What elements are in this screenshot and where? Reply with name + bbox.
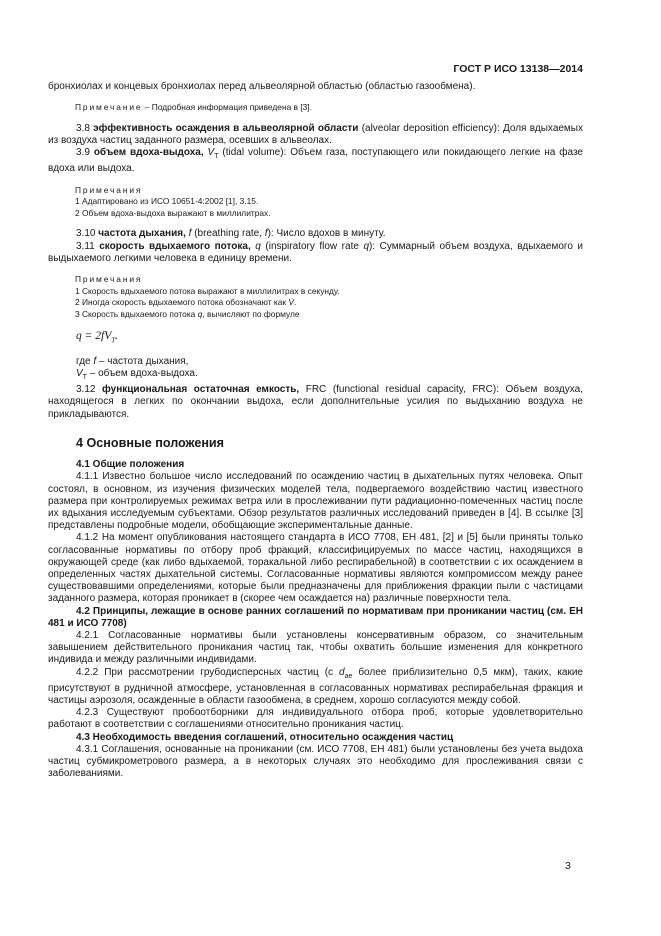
where-line: $V_T$ – объем вдоха-выдоха. (76, 368, 198, 382)
section-heading-4: 4 Основные положения (76, 435, 225, 450)
document-body (48, 81, 583, 780)
paragraph-4-2-3: 4.2.3 Существуют пробоотборники для индивидуального отбора проб, которые удовлетворительно работают в соответствии с соглашениями относительно проникания частиц. (48, 707, 583, 731)
note-item: 3 Скорость вдыхаемого потока q, вычисляют по формуле (75, 308, 300, 319)
where-line: где f – частота дыхания, (76, 355, 189, 367)
document-header: ГОСТ Р ИСО 13138—2014 (453, 63, 583, 75)
paragraph-continued: бронхиолах и концевых бронхиолах перед альвеолярной областью (областью газообмена). (48, 81, 476, 92)
note-item: 2 Объем вдоха-выдоха выражают в миллилитрах. (75, 207, 271, 218)
notes-heading: Примечания (75, 184, 143, 195)
paragraph-4-2-1: 4.2.1 Согласованные нормативы были установлены консервативным образом, со значительным завышением действительного проникания частиц так, чтобы охватить большие изменения для конкретного индивида и между различными индивидами. (48, 629, 583, 666)
paragraph-4-1-2: 4.1.2 На момент опубликования настоящего стандарта в ИСО 7708, ЕН 481, [2] и [5] были приняты только согласованные нормативы по отбору проб фракций, классифицируемых по массе частиц, находящихся в окружающей среде (как либо вдыхаемой, торакальной либо респирабельной) в соответствии с их осаждением в определенных частях дыхательной системы. Согласованные нормативы являются компромиссом между ранее существовавшими определениями, которые были предназначены для приближения фракции пыли с частицами заданного размера, которая проникает в (скорее чем осаждается на) различные поверхности тела. (48, 532, 583, 605)
definition-3-10: 3.10 частота дыхания, f (breathing rate, f): Число вдохов в минуту. (76, 228, 386, 240)
paragraph-4-2-2: 4.2.2 При рассмотрении грубодисперсных частиц (с $d_{ae}$ более приблизительно 0,5 мкм), таких, какие присутствуют в рудничной атмосфере, установленная в согласованных нормативах респирабельная фракция и частицы аэрозоля, осажденные в области газообмена, в среднем, хорошо согласуются между собой. (48, 666, 583, 706)
definition-3-9: 3.9 объем вдоха-выдоха, $V_T$ (tidal volume): Объем газа, поступающего или покидающего легкие на фазе вдоха или выдоха. (48, 147, 583, 175)
note-item: 1 Скорость вдыхаемого потока выражают в миллилитрах в секунду. (75, 285, 340, 296)
note-item: 2 Иногда скорость вдыхаемого потока обозначают как V̇. (75, 297, 297, 308)
subsection-heading-4-3: 4.3 Необходимость введения соглашений, относительно осаждения частиц (76, 731, 454, 743)
definition-3-12: 3.12 функциональная остаточная емкость, FRC (functional residual capacity, FRC): Объем воздуха, находящегося в легких по окончании выдоха, если дополнительные усилия по выдыханию воздуха не прикладываются. (48, 384, 583, 420)
paragraph-4-1-1: 4.1.1 Известно большое число исследований по осаждению частиц в дыхательных путях человека. Опыт состоял, в основном, из изучения физических моделей тела, подвергаемого воздействию частиц известного размера при контролируемых режимах ветра или в прослеживании пути радиационно-помеченных частиц после их вдыхания исследуемым субъектами. Обзор результатов различных исследований приведен в [4]. В ссылке [3] представлены подробные модели, обобщающие экспериментальные данные. (48, 471, 583, 532)
formula: $q = 2fV_T$. (76, 330, 119, 345)
page-number: 3 (565, 860, 571, 872)
notes-heading: Примечания (75, 274, 143, 284)
note: Примечание – Подробная информация приведена в [3]. (75, 102, 312, 113)
subsection-heading-4-1: 4.1 Общие положения (76, 459, 185, 471)
subsection-heading-4-2: 4.2 Принципы, лежащие в основе ранних соглашений по нормативам при проникании частиц (см. ЕН 481 и ИСО 7708) (48, 605, 583, 629)
paragraph-4-3-1: 4.3.1 Соглашения, основанные на проникании (см. ИСО 7708, ЕН 481) были установлены без учета выдоха частиц субмикрометрового размера, а в некоторых случаях это необходимо для прослеживания связи с заболеваниями. (48, 743, 583, 780)
definition-3-8: 3.8 эффективность осаждения в альвеолярной области (alveolar deposition efficiency): Доля вдыхаемых из воздуха частиц заданного размера, осевших в альвеолах. (48, 122, 583, 146)
definition-3-11: 3.11 скорость вдыхаемого потока, q (inspiratory flow rate q): Суммарный объем воздуха, вдыхаемого и выдыхаемого легкими человека в единицу времени. (48, 240, 584, 264)
note-item: 1 Адаптировано из ИСО 10651-4:2002 [1], 3.15. (75, 196, 259, 207)
